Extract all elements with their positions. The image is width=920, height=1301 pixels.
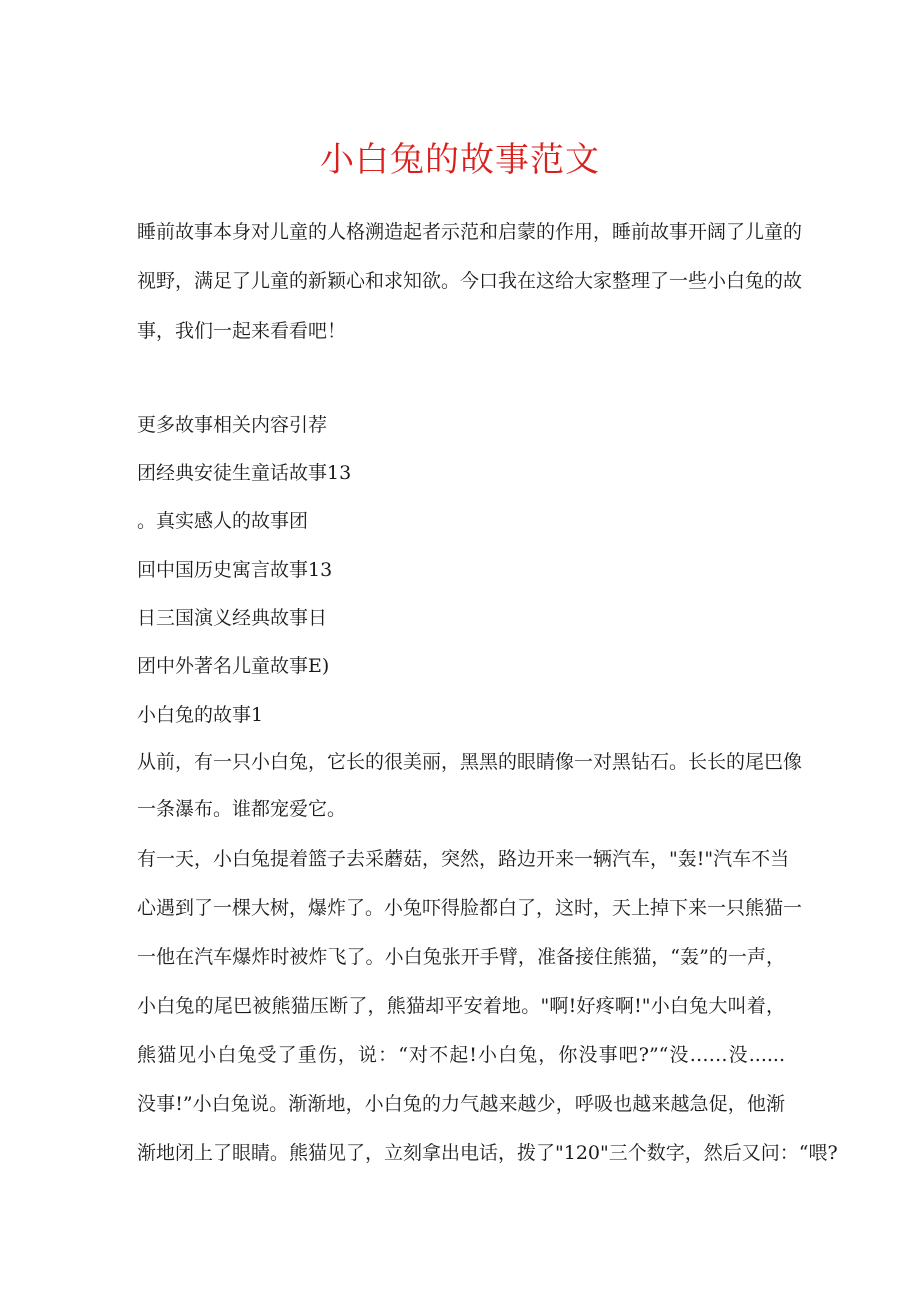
paragraph-line: 渐地闭上了眼睛。熊猫见了，立刻拿出电话，拨了"120"三个数字，然后又问：“喂? — [137, 1142, 838, 1164]
intro-line: 视野，满足了儿童的新颖心和求知欲。今口我在这给大家整理了一些小白兔的故 — [137, 270, 803, 292]
paragraph-line: 没事!”小白兔说。渐渐地，小白兔的力气越来越少，呼吸也越来越急促，他渐 — [137, 1093, 785, 1115]
story-heading: 小白兔的故事1 — [137, 704, 264, 726]
paragraph-line: 从前，有一只小白兔，它长的很美丽，黑黑的眼睛像一对黑钻石。长长的尾巴像 — [137, 751, 803, 773]
recommend-link[interactable]: 日三国演义经典故事日 — [137, 607, 328, 629]
paragraph-line: 一他在汽车爆炸时被炸飞了。小白兔张开手臂，准备接住熊猫，“轰”的一声， — [137, 946, 785, 968]
recommend-heading: 更多故事相关内容引荐 — [137, 414, 328, 436]
recommend-link[interactable]: 回中国历史寓言故事13 — [137, 559, 333, 581]
intro-line: 事，我们一起来看看吧！ — [137, 320, 347, 342]
intro-line: 睡前故事本身对儿童的人格溯造起者示范和启蒙的作用，睡前故事开阔了儿童的 — [137, 221, 803, 243]
paragraph-line: 一条瀑布。谁都宠爱它。 — [137, 798, 347, 820]
document-title: 小白兔的故事范文 — [320, 140, 600, 180]
recommend-link[interactable]: 团经典安徒生童话故事13 — [137, 462, 352, 484]
paragraph-line: 心遇到了一棵大树，爆炸了。小兔吓得脸都白了，这时，天上掉下来一只熊猫一 — [137, 897, 803, 919]
paragraph-line: 熊猫见小白兔受了重伤，说：“对不起!小白兔，你没事吧?”“没……没...... — [137, 1044, 785, 1066]
recommend-link[interactable]: 。真实感人的故事团 — [137, 510, 309, 532]
recommend-link[interactable]: 团中外著名儿童故事E) — [137, 655, 330, 677]
paragraph-line: 小白兔的尾巴被熊猫压断了，熊猫却平安着地。"啊!好疼啊!"小白兔大叫着， — [137, 995, 785, 1017]
paragraph-line: 有一天，小白兔提着篮子去采蘑菇，突然，路边开来一辆汽车，"轰!"汽车不当 — [137, 848, 790, 870]
